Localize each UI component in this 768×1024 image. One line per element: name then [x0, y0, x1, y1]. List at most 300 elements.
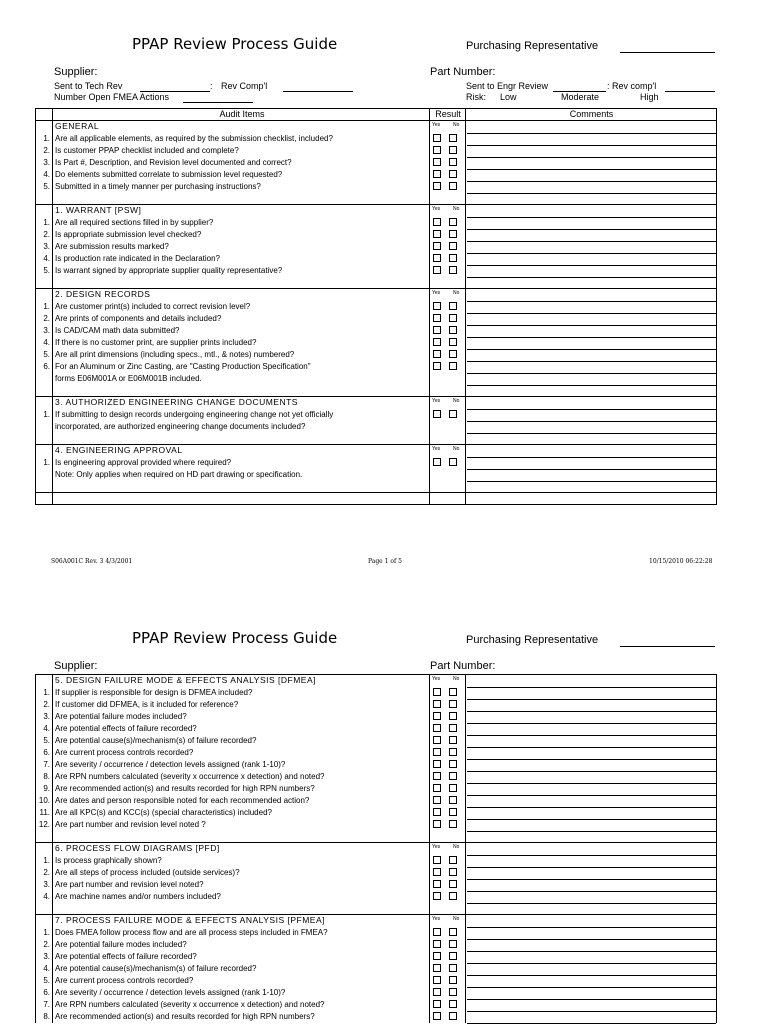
result-cell [431, 927, 466, 939]
item-number: 1. [36, 927, 53, 939]
audit-item-text: Are machine names and/or numbers included? [55, 892, 221, 901]
item-number [36, 675, 53, 687]
no-label: No [453, 844, 460, 850]
no-checkbox[interactable] [449, 266, 457, 274]
item-number [36, 433, 53, 444]
yes-checkbox[interactable] [433, 350, 441, 358]
audit-item-row [36, 169, 716, 181]
audit-item-text: Is Part #, Description, and Revision level documented and correct? [55, 158, 292, 167]
spacer-row [36, 903, 716, 915]
item-text [54, 181, 430, 193]
result-cell [431, 349, 466, 361]
audit-item-row [36, 759, 716, 771]
audit-item-row [36, 1011, 716, 1023]
section-header-row [36, 121, 716, 133]
no-checkbox[interactable] [449, 928, 457, 936]
section-header-row [36, 843, 716, 855]
item-number: 5. [36, 975, 53, 987]
result-cell [431, 867, 466, 879]
item-text [54, 469, 430, 481]
yes-checkbox[interactable] [433, 1012, 441, 1020]
audit-item-text: Are all print dimensions (including specs., mtl., & notes) numbered? [55, 350, 295, 359]
no-checkbox[interactable] [449, 338, 457, 346]
section-header-row [36, 445, 716, 457]
item-number: 2. [36, 229, 53, 241]
item-text [54, 783, 430, 795]
item-number: 1. [36, 217, 53, 229]
item-text [54, 999, 430, 1011]
page2-purchasing-rep-label: Purchasing Representative [466, 634, 599, 646]
yes-checkbox[interactable] [433, 230, 441, 238]
item-text [54, 169, 430, 181]
result-cell [431, 361, 466, 373]
item-number: 2. [36, 313, 53, 325]
item-text [54, 349, 430, 361]
yes-checkbox[interactable] [433, 146, 441, 154]
item-text [54, 867, 430, 879]
item-text [54, 457, 430, 469]
page-title: PPAP Review Process Guide [132, 35, 338, 53]
comments-cell[interactable] [467, 433, 716, 444]
item-text [54, 795, 430, 807]
comments-cell[interactable] [467, 493, 716, 504]
result-cell [431, 831, 466, 842]
yes-checkbox[interactable] [433, 988, 441, 996]
audit-item-text: Are all KPC(s) and KCC(s) (special characteristics) included? [55, 808, 272, 817]
no-checkbox[interactable] [449, 242, 457, 250]
result-cell [431, 891, 466, 903]
audit-item-text: Are customer print(s) included to correct revision level? [55, 302, 251, 311]
risk-low[interactable]: Low [500, 92, 517, 102]
yes-checkbox[interactable] [433, 170, 441, 178]
no-checkbox[interactable] [449, 170, 457, 178]
audit-item-continuation-row [36, 469, 716, 481]
yes-checkbox[interactable] [433, 784, 441, 792]
no-label: No [453, 398, 460, 404]
yes-checkbox[interactable] [433, 458, 441, 466]
audit-item-text: Are severity / occurrence / detection levels assigned (rank 1-10)? [55, 760, 286, 769]
result-cell [431, 289, 466, 301]
item-number: 4. [36, 963, 53, 975]
no-checkbox[interactable] [449, 362, 457, 370]
no-checkbox[interactable] [449, 314, 457, 322]
item-text [54, 759, 430, 771]
yes-checkbox[interactable] [433, 772, 441, 780]
audit-item-row [36, 879, 716, 891]
result-cell [431, 121, 466, 133]
audit-item-row [36, 409, 716, 421]
audit-item-text: Submitted in a timely manner per purchasing instructions? [55, 182, 261, 191]
no-checkbox[interactable] [449, 712, 457, 720]
comments-cell[interactable] [467, 385, 716, 396]
yes-checkbox[interactable] [433, 158, 441, 166]
item-number [36, 445, 53, 457]
audit-item-text: Is production rate indicated in the Declaration? [55, 254, 220, 263]
audit-item-text: Are potential failure modes included? [55, 712, 187, 721]
rev-compl-field[interactable] [283, 91, 353, 92]
item-number: 4. [36, 891, 53, 903]
audit-item-row [36, 771, 716, 783]
yes-checkbox[interactable] [433, 808, 441, 816]
table-header-row [36, 109, 716, 121]
item-number: 9. [36, 783, 53, 795]
item-text [54, 723, 430, 735]
item-number: 3. [36, 879, 53, 891]
item-number: 5. [36, 181, 53, 193]
item-text [54, 253, 430, 265]
item-number [36, 193, 53, 204]
no-checkbox[interactable] [449, 952, 457, 960]
spacer-row [36, 433, 716, 445]
num-open-fmea-field[interactable] [183, 102, 253, 103]
audit-item-row [36, 687, 716, 699]
item-text [54, 409, 430, 421]
audit-item-text: Are recommended action(s) and results recorded for high RPN numbers? [55, 784, 315, 793]
item-text [54, 433, 430, 444]
no-checkbox[interactable] [449, 458, 457, 466]
item-text [54, 1011, 430, 1023]
no-checkbox[interactable] [449, 856, 457, 864]
item-number [36, 385, 53, 396]
section-header-row [36, 289, 716, 301]
result-cell [431, 265, 466, 277]
audit-item-row [36, 181, 716, 193]
no-checkbox[interactable] [449, 748, 457, 756]
item-number: 4. [36, 253, 53, 265]
yes-checkbox[interactable] [433, 700, 441, 708]
result-cell [431, 457, 466, 469]
item-text [54, 747, 430, 759]
no-label: No [453, 290, 460, 296]
item-text [54, 903, 430, 914]
audit-item-text: Is customer PPAP checklist included and complete? [55, 146, 239, 155]
item-number: 4. [36, 723, 53, 735]
yes-checkbox[interactable] [433, 182, 441, 190]
audit-item-text: Are all steps of process included (outside services)? [55, 868, 240, 877]
item-number [36, 421, 53, 433]
footer-doc-id: S06A001C Rev. 3 4/3/2001 [51, 558, 133, 565]
no-checkbox[interactable] [449, 1012, 457, 1020]
result-cell [431, 193, 466, 204]
result-cell [431, 493, 466, 504]
spacer-row [36, 193, 716, 205]
audit-item-text: Is CAD/CAM math data submitted? [55, 326, 180, 335]
audit-item-row [36, 783, 716, 795]
audit-item-row [36, 457, 716, 469]
comments-cell[interactable] [467, 277, 716, 288]
no-checkbox[interactable] [449, 808, 457, 816]
result-cell [431, 687, 466, 699]
audit-item-row [36, 699, 716, 711]
audit-item-text: If submitting to design records undergoing engineering change not yet officially [55, 410, 334, 419]
yes-checkbox[interactable] [433, 218, 441, 226]
result-cell [431, 157, 466, 169]
no-checkbox[interactable] [449, 964, 457, 972]
no-checkbox[interactable] [449, 688, 457, 696]
item-text [54, 687, 430, 699]
audit-item-row [36, 795, 716, 807]
item-number: 3. [36, 951, 53, 963]
yes-checkbox[interactable] [433, 796, 441, 804]
item-number [36, 205, 53, 217]
item-text [54, 879, 430, 891]
comments-cell[interactable] [467, 193, 716, 204]
item-number [36, 397, 53, 409]
item-number: 3. [36, 157, 53, 169]
yes-checkbox[interactable] [433, 820, 441, 828]
item-number: 3. [36, 711, 53, 723]
rev-compl-2-label: : Rev comp'l [607, 81, 657, 91]
page2-title: PPAP Review Process Guide [132, 629, 338, 647]
no-checkbox[interactable] [449, 820, 457, 828]
no-checkbox[interactable] [449, 988, 457, 996]
no-checkbox[interactable] [449, 940, 457, 948]
result-cell [431, 939, 466, 951]
comments-cell[interactable] [467, 1011, 716, 1024]
no-checkbox[interactable] [449, 796, 457, 804]
item-number: 2. [36, 939, 53, 951]
item-text [54, 711, 430, 723]
no-checkbox[interactable] [449, 410, 457, 418]
result-cell [431, 675, 466, 687]
audit-item-row [36, 735, 716, 747]
no-checkbox[interactable] [449, 700, 457, 708]
yes-checkbox[interactable] [433, 242, 441, 250]
no-checkbox[interactable] [449, 302, 457, 310]
yes-checkbox[interactable] [433, 712, 441, 720]
no-checkbox[interactable] [449, 892, 457, 900]
spacer-row [36, 481, 716, 493]
audit-item-row [36, 313, 716, 325]
yes-checkbox[interactable] [433, 928, 441, 936]
audit-item-row [36, 939, 716, 951]
audit-item-text: Are RPN numbers calculated (severity x occurrence x detection) and noted? [55, 1000, 325, 1009]
no-checkbox[interactable] [449, 724, 457, 732]
no-checkbox[interactable] [449, 868, 457, 876]
blank-row [36, 493, 716, 505]
audit-item-text: Are current process controls recorded? [55, 976, 194, 985]
item-text [54, 735, 430, 747]
yes-checkbox[interactable] [433, 338, 441, 346]
audit-item-row [36, 999, 716, 1011]
result-cell [431, 373, 466, 385]
section-header-row [36, 915, 716, 927]
result-cell [431, 313, 466, 325]
result-cell [431, 999, 466, 1011]
item-number: 6. [36, 987, 53, 999]
yes-checkbox[interactable] [433, 410, 441, 418]
item-number: 6. [36, 361, 53, 373]
audit-item-text: Is process graphically shown? [55, 856, 162, 865]
audit-item-row [36, 819, 716, 831]
item-number: 8. [36, 771, 53, 783]
no-checkbox[interactable] [449, 218, 457, 226]
result-cell [431, 699, 466, 711]
no-label: No [453, 676, 460, 682]
yes-checkbox[interactable] [433, 736, 441, 744]
no-checkbox[interactable] [449, 326, 457, 334]
audit-item-row [36, 349, 716, 361]
audit-item-text: Are prints of components and details included? [55, 314, 222, 323]
yes-checkbox[interactable] [433, 940, 441, 948]
no-checkbox[interactable] [449, 760, 457, 768]
no-checkbox[interactable] [449, 146, 457, 154]
comments-cell[interactable] [467, 831, 716, 842]
result-cell [431, 325, 466, 337]
yes-checkbox[interactable] [433, 868, 441, 876]
audit-item-row [36, 217, 716, 229]
risk-moderate[interactable]: Moderate [561, 92, 600, 102]
comments-cell[interactable] [467, 903, 716, 914]
item-text [54, 987, 430, 999]
section-title: 1. WARRANT [PSW] [55, 205, 142, 215]
item-number: 8. [36, 1011, 53, 1023]
item-text [54, 397, 430, 409]
item-text [54, 121, 430, 133]
audit-item-text: Are part number and revision level noted? [55, 880, 204, 889]
audit-item-row [36, 963, 716, 975]
no-checkbox[interactable] [449, 784, 457, 792]
colon-sep: : [210, 81, 213, 91]
result-cell [431, 795, 466, 807]
yes-checkbox[interactable] [433, 724, 441, 732]
yes-checkbox[interactable] [433, 362, 441, 370]
no-checkbox[interactable] [449, 158, 457, 166]
no-checkbox[interactable] [449, 254, 457, 262]
audit-item-row [36, 807, 716, 819]
no-checkbox[interactable] [449, 1000, 457, 1008]
audit-item-continuation-row [36, 421, 716, 433]
yes-checkbox[interactable] [433, 302, 441, 310]
no-checkbox[interactable] [449, 182, 457, 190]
yes-checkbox[interactable] [433, 266, 441, 274]
result-cell [431, 109, 466, 120]
audit-item-row [36, 325, 716, 337]
page2-purchasing-rep-field[interactable] [620, 646, 715, 647]
yes-checkbox[interactable] [433, 976, 441, 984]
audit-item-text: Are submission results marked? [55, 242, 169, 251]
item-text [54, 807, 430, 819]
item-text [54, 843, 430, 855]
yes-checkbox[interactable] [433, 856, 441, 864]
no-checkbox[interactable] [449, 350, 457, 358]
no-checkbox[interactable] [449, 230, 457, 238]
num-open-fmea-label: Number Open FMEA Actions [54, 92, 170, 102]
item-number [36, 373, 53, 385]
no-checkbox[interactable] [449, 880, 457, 888]
result-cell [431, 397, 466, 409]
no-checkbox[interactable] [449, 134, 457, 142]
purchasing-rep-field[interactable] [620, 52, 715, 53]
result-cell [431, 1011, 466, 1023]
item-number: 4. [36, 337, 53, 349]
item-text [54, 481, 430, 492]
yes-checkbox[interactable] [433, 134, 441, 142]
audit-item-text: If customer did DFMEA, is it included for reference? [55, 700, 239, 709]
item-text [54, 313, 430, 325]
section-title: 7. PROCESS FAILURE MODE & EFFECTS ANALYSIS [PFMEA] [55, 915, 325, 925]
item-text [54, 927, 430, 939]
footer-page-number: Page 1 of 5 [368, 558, 402, 565]
item-number: 5. [36, 349, 53, 361]
yes-checkbox[interactable] [433, 254, 441, 262]
result-cell [431, 711, 466, 723]
rev-compl-label: Rev Comp'l [221, 81, 268, 91]
result-cell [431, 771, 466, 783]
section-header-row [36, 397, 716, 409]
audit-item-text: Are potential cause(s)/mechanism(s) of failure recorded? [55, 964, 257, 973]
item-text [54, 699, 430, 711]
yes-checkbox[interactable] [433, 326, 441, 334]
yes-checkbox[interactable] [433, 1000, 441, 1008]
yes-checkbox[interactable] [433, 748, 441, 756]
item-text [54, 325, 430, 337]
result-cell [431, 181, 466, 193]
yes-label: Yes [432, 676, 441, 682]
yes-checkbox[interactable] [433, 314, 441, 322]
audit-item-row [36, 747, 716, 759]
result-cell [431, 253, 466, 265]
audit-item-text: Does FMEA follow process flow and are all process steps included in FMEA? [55, 928, 328, 937]
col-audit-items: Audit Items [219, 109, 265, 119]
item-text [54, 337, 430, 349]
rev-compl-2-field[interactable] [665, 91, 715, 92]
result-cell [431, 975, 466, 987]
yes-checkbox[interactable] [433, 952, 441, 960]
audit-item-text: Are potential effects of failure recorded? [55, 952, 197, 961]
no-label: No [453, 446, 460, 452]
item-text [54, 939, 430, 951]
result-cell [431, 445, 466, 457]
result-cell [431, 807, 466, 819]
comments-cell[interactable] [467, 109, 716, 120]
no-checkbox[interactable] [449, 976, 457, 984]
yes-label: Yes [432, 398, 441, 404]
result-cell [431, 301, 466, 313]
comments-cell[interactable] [467, 481, 716, 492]
item-text [54, 301, 430, 313]
no-checkbox[interactable] [449, 736, 457, 744]
audit-item-continuation: incorporated, are authorized engineering change documents included? [55, 422, 306, 431]
audit-item-row [36, 253, 716, 265]
result-cell [431, 385, 466, 396]
yes-checkbox[interactable] [433, 880, 441, 888]
item-text [54, 157, 430, 169]
item-number [36, 903, 53, 914]
section-title: 6. PROCESS FLOW DIAGRAMS [PFD] [55, 843, 220, 853]
audit-item-text: Are severity / occurrence / detection levels assigned (rank 1-10)? [55, 988, 286, 997]
audit-item-row [36, 723, 716, 735]
yes-checkbox[interactable] [433, 688, 441, 696]
item-number: 7. [36, 999, 53, 1011]
yes-label: Yes [432, 446, 441, 452]
result-cell [431, 433, 466, 444]
result-cell [431, 205, 466, 217]
spacer-row [36, 385, 716, 397]
yes-checkbox[interactable] [433, 964, 441, 972]
risk-high[interactable]: High [640, 92, 659, 102]
section-header-row [36, 675, 716, 687]
yes-checkbox[interactable] [433, 892, 441, 900]
audit-item-text: Is appropriate submission level checked? [55, 230, 202, 239]
no-checkbox[interactable] [449, 772, 457, 780]
item-text [54, 951, 430, 963]
no-label: No [453, 122, 460, 128]
item-number: 1. [36, 301, 53, 313]
sent-engr-review-label: Sent to Engr Review [466, 81, 549, 91]
audit-item-text: Are dates and person responsible noted for each recommended action? [55, 796, 310, 805]
yes-checkbox[interactable] [433, 760, 441, 768]
